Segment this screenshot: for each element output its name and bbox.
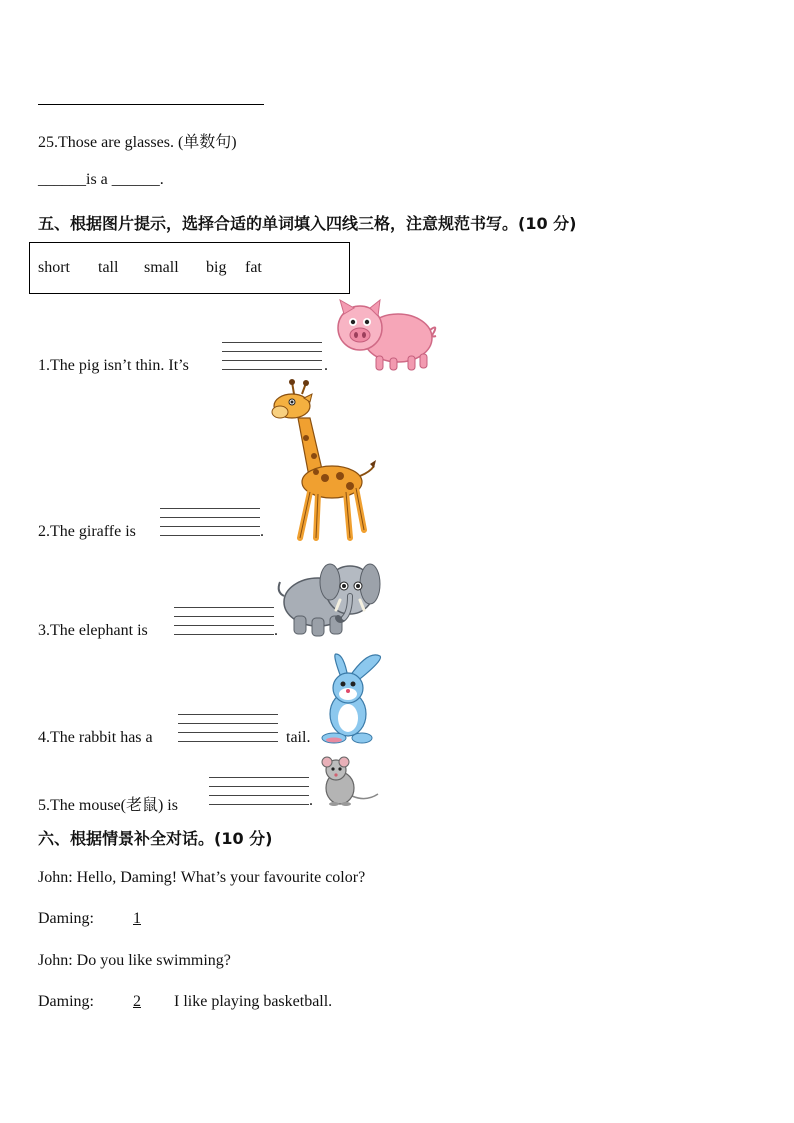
item-2-text: 2.The giraffe is	[38, 523, 136, 540]
four-line-grid[interactable]	[178, 714, 278, 742]
word-bank-box	[29, 242, 350, 294]
giraffe-image	[270, 378, 378, 542]
four-line-grid[interactable]	[209, 777, 309, 805]
speaker-label: Daming:	[38, 993, 94, 1010]
four-line-grid[interactable]	[174, 607, 274, 635]
item-4-text: 4.The rabbit has a	[38, 729, 153, 746]
four-line-grid[interactable]	[222, 342, 322, 370]
dialogue-line-2	[38, 910, 170, 928]
word-bank-word: tall	[98, 259, 119, 276]
speaker-label: John:	[38, 952, 73, 969]
item-1-period: .	[324, 357, 328, 374]
item-2-period: .	[260, 523, 264, 540]
item-5-period: .	[309, 792, 313, 809]
four-line-grid[interactable]	[160, 508, 260, 536]
dialogue-line-1	[38, 869, 365, 887]
question-25-answer-line: ______is a ______.	[38, 171, 164, 188]
mouse-image	[318, 756, 380, 808]
section-5-heading: 五、根据图片提示，选择合适的单词填入四线三格，注意规范书写。(10 分)	[38, 214, 577, 233]
speaker-label: Daming:	[38, 910, 94, 927]
section-6-heading: 六、根据情景补全对话。(10 分)	[38, 829, 273, 848]
elephant-image	[278, 556, 380, 638]
item-5-text: 5.The mouse(老鼠) is	[38, 797, 178, 814]
answer-blank-1[interactable]: 1	[133, 910, 141, 927]
answer-line-24	[38, 104, 264, 105]
item-3-text: 3.The elephant is	[38, 622, 148, 639]
question-25: 25.Those are glasses. (单数句)	[38, 134, 237, 151]
dialogue-line-4	[38, 993, 332, 1011]
word-bank-word: big	[206, 259, 227, 276]
pig-image	[334, 300, 440, 374]
item-3-period: .	[274, 622, 278, 639]
rabbit-image	[320, 652, 388, 746]
dialogue-text: Hello, Daming! What’s your favourite color?	[76, 869, 366, 886]
item-1-text: 1.The pig isn’t thin. It’s	[38, 357, 189, 374]
dialogue-text: Do you like swimming?	[76, 952, 231, 969]
word-bank-word: fat	[245, 259, 262, 276]
dialogue-text: I like playing basketball.	[174, 993, 333, 1010]
word-bank-word: small	[144, 259, 179, 276]
dialogue-line-3	[38, 952, 231, 970]
item-4-tail: tail.	[286, 729, 311, 746]
word-bank-word: short	[38, 259, 70, 276]
speaker-label: John:	[38, 869, 73, 886]
answer-blank-2[interactable]: 2	[133, 993, 141, 1010]
